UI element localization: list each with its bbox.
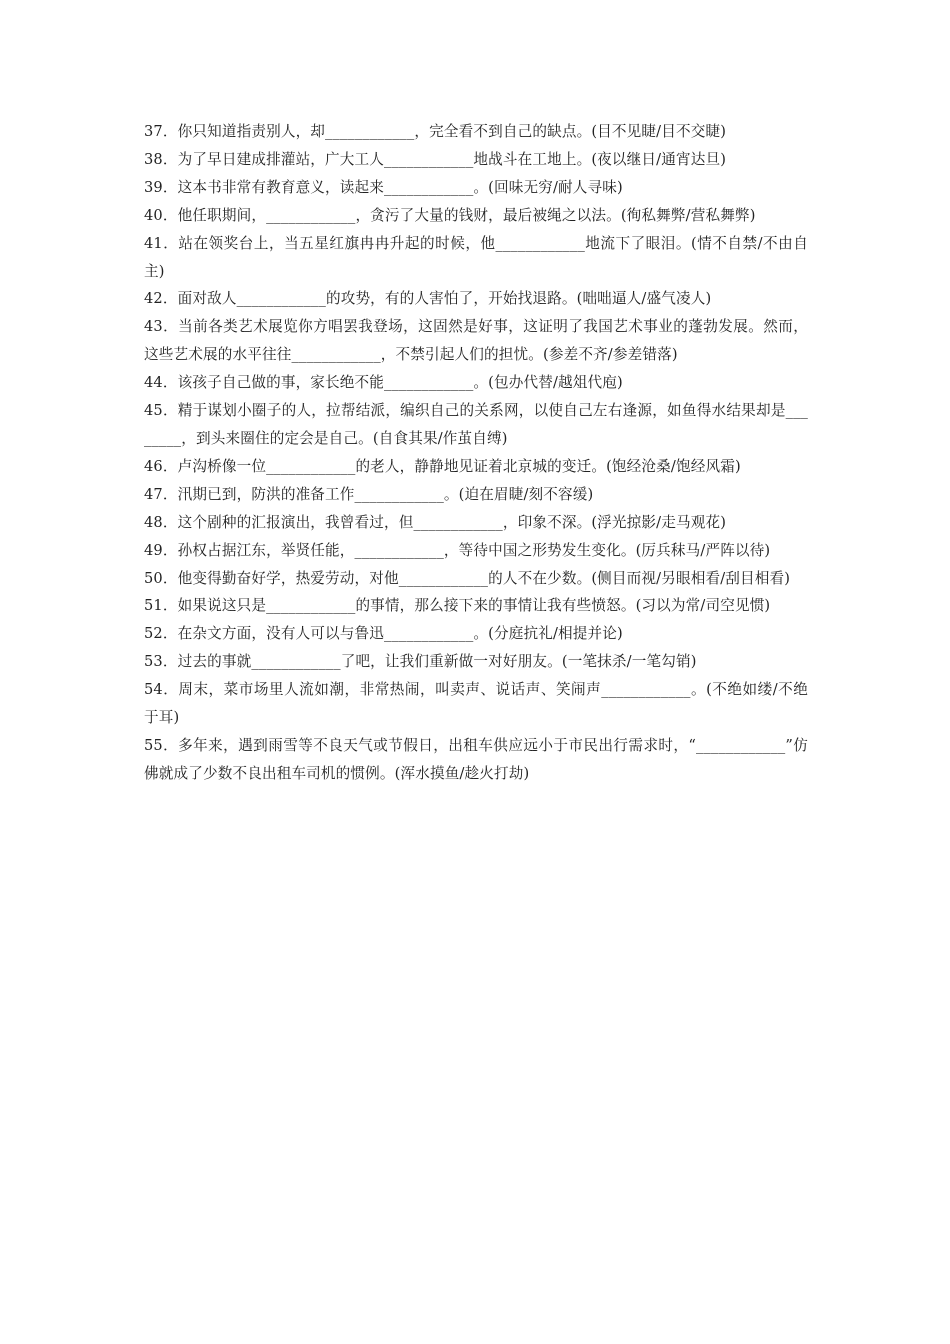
question-40: 40．他任职期间，____________，贪污了大量的钱财，最后被绳之以法。(徇私舞弊/营私舞弊) <box>144 206 756 224</box>
question-52: 52．在杂文方面，没有人可以与鲁迅____________。(分庭抗礼/相提并论) <box>144 625 623 643</box>
question-50: 50．他变得勤奋好学，热爱劳动，对他____________的人不在少数。(侧目而视/另眼相看/刮目相看) <box>144 569 791 587</box>
question-46: 46．卢沟桥像一位____________的老人，静静地见证着北京城的变迁。(饱经沧桑/饱经风霜) <box>144 457 741 475</box>
question-43: 43．当前各类艺术展览你方唱罢我登场，这固然是好事，这证明了我国艺术事业的蓬勃发展。然而，这些艺术展的水平往往____________，不禁引起人们的担忧。(参差不齐/参差错落) <box>144 318 808 364</box>
question-51: 51．如果说这只是____________的事情，那么接下来的事情让我有些愤怒。(习以为常/司空见惯) <box>144 597 771 615</box>
question-41: 41．站在领奖台上，当五星红旗冉冉升起的时候，他____________地流下了眼泪。(情不自禁/不由自主) <box>144 234 808 280</box>
question-42: 42．面对敌人____________的攻势，有的人害怕了，开始找退路。(咄咄逼人/盛气凌人) <box>144 290 712 308</box>
question-37: 37．你只知道指责别人，却____________，完全看不到自己的缺点。(目不见睫/目不交睫) <box>144 123 727 140</box>
question-44: 44．该孩子自己做的事，家长绝不能____________。(包办代替/越俎代庖) <box>144 374 623 392</box>
question-54: 54．周末，菜市场里人流如潮，非常热闹，叫卖声、说话声、笑闹声____________。(不绝如缕/不绝于耳) <box>144 681 808 727</box>
question-list <box>144 118 808 788</box>
question-53: 53．过去的事就____________了吧，让我们重新做一对好朋友。(一笔抹杀/一笔勾销) <box>144 653 697 671</box>
question-38: 38．为了早日建成排灌站，广大工人____________地战斗在工地上。(夜以继日/通宵达旦) <box>144 150 727 168</box>
question-48: 48．这个剧种的汇报演出，我曾看过，但____________，印象不深。(浮光掠影/走马观花) <box>144 513 727 531</box>
question-45: 45．精于谋划小圈子的人，拉帮结派，编织自己的关系网，以使自己左右逢源，如鱼得水结果却是________，到头来圈住的定会是自己。(自食其果/作茧自缚) <box>144 402 808 447</box>
question-49: 49．孙权占据江东，举贤任能，____________，等待中国之形势发生变化。(厉兵秣马/严阵以待) <box>144 541 771 559</box>
question-47: 47．汛期已到，防洪的准备工作____________。(迫在眉睫/刻不容缓) <box>144 485 594 503</box>
question-55: 55．多年来，遇到雨雪等不良天气或节假日，出租车供应远小于市民出行需求时，“____________”仿佛就成了少数不良出租车司机的惯例。(浑水摸鱼/趁火打劫) <box>144 736 808 782</box>
question-39: 39．这本书非常有教育意义，读起来____________。(回味无穷/耐人寻味) <box>144 178 623 196</box>
